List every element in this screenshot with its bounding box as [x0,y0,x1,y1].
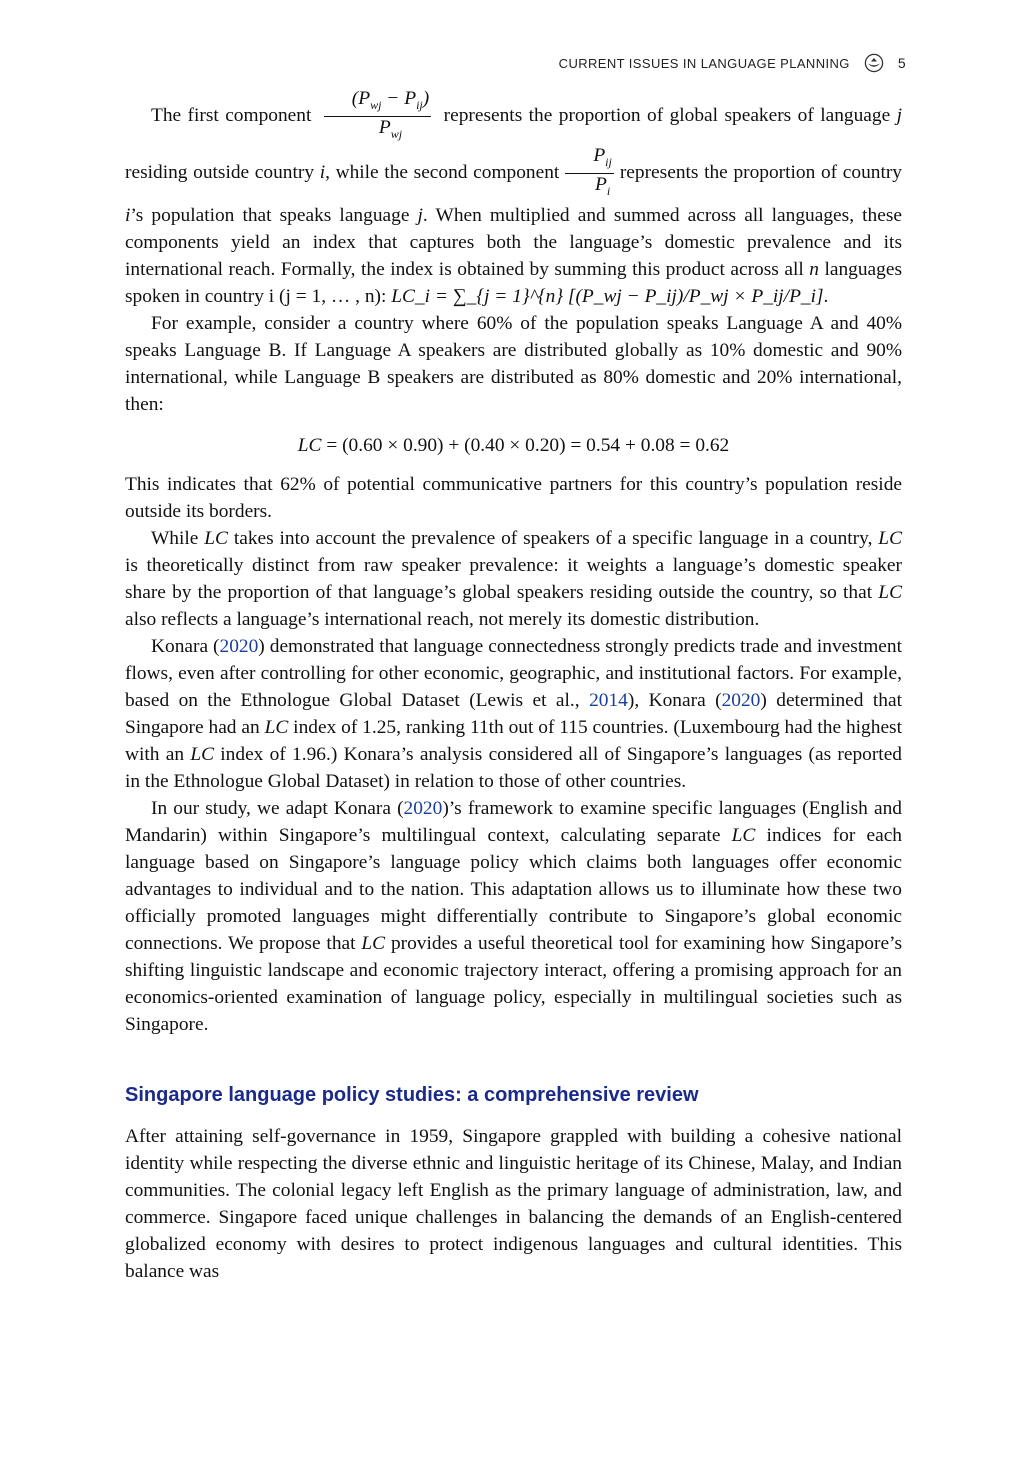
inline-formula: LC_i = ∑_{j = 1}^{n} [(P_wj − P_ij)/P_wj × P_ij/P_i] [391,285,824,307]
paragraph-4: While LC takes into account the prevalence of speakers of a specific language in a country, LC is theoretically distinct from raw speaker prevalence: it weights a language’s domestic speaker share by the proportion of that language’s global speakers residing outside the country, so that LC also reflects a language’s international reach, not merely its domestic distribution. [125,527,902,630]
citation-link-konara-2020[interactable]: 2020 [721,689,761,711]
citation-link-konara-2020[interactable]: 2020 [403,797,443,819]
citation-link-konara-2020[interactable]: 2020 [219,635,259,657]
page-body [125,88,903,1285]
paragraph-5: Konara (2020) demonstrated that language connectedness strongly predicts trade and investment flows, even after controlling for other economic, geographic, and institutional factors. For example, based on the Ethnologue Global Dataset (Lewis et al., 2014), Konara (2020) determined that Singapore had an LC index of 1.25, ranking 11th out of 115 countries. (Luxembourg had the highest with an LC index of 1.96.) Konara’s analysis considered all of Singapore’s languages (as reported in the Ethnologue Global Dataset) in relation to those of other countries. [125,635,903,792]
paragraph-1: The first component $\frac{(P_{wj} - P_{ij})}{P_{wj}}$ represents the proportion of global speakers of language j residing outside country i, while the second component $\frac{P_{ij}}{P_i}$ represents the proportion of country i’s population that speaks language j. When multiplied and summed across all languages, these components yield an index that captures both the language’s domestic prevalence and its international reach. Formally, the index is obtained by summing this product across all n languages spoken in country i (j = 1, … , n): LC_i = ∑_{j = 1}^{n} [(P_wj − P_ij)/P_wj × P_ij/P_i]. [125,88,902,307]
running-header [552,52,906,74]
display-equation: LC = (0.60 × 0.90) + (0.40 × 0.20) = 0.54 + 0.08 = 0.62 [297,434,730,456]
paragraph-7: After attaining self-governance in 1959, Singapore grappled with building a cohesive national identity while respecting the diverse ethnic and linguistic heritage of its Chinese, Malay, and Indian communities. The colonial legacy left English as the primary language of administration, law, and commerce. Singapore faced unique challenges in balancing the demands of an English-centered globalized economy with desires to protect indigenous languages and cultural identities. This balance was [125,1125,902,1282]
crossref-icon[interactable] [864,53,884,73]
paragraph-6: In our study, we adapt Konara (2020)’s framework to examine specific languages (English and Mandarin) within Singapore’s multilingual context, calculating separate LC indices for each language based on Singapore’s language policy which claims both languages offer economic advantages to individual and to the nation. This adaptation allows us to illuminate how these two officially promoted languages might differentially contribute to Singapore’s global economic connections. We propose that LC provides a useful theoretical tool for examining how Singapore’s shifting linguistic landscape and economic trajectory interact, offering a promising approach for an economics-oriented examination of language policy, especially in multilingual societies such as Singapore. [125,797,903,1035]
citation-link-lewis-2014[interactable]: 2014 [589,689,628,711]
fraction-domestic-share: $\frac{P_{ij}}{P_i}$ [565,145,614,202]
fraction-global-outside: $\frac{(P_{wj} - P_{ij})}{P_{wj}}$ [324,88,431,145]
section-heading: Singapore language policy studies: a comprehensive review [125,1083,699,1106]
paragraph-2: For example, consider a country where 60% of the population speaks Language A and 40% speaks Language B. If Language A speakers are distributed globally as 10% domestic and 90% international, while Language B speakers are distributed as 80% domestic and 20% international, then: [125,312,902,415]
paragraph-3: This indicates that 62% of potential communicative partners for this country’s population reside outside its borders. [125,473,902,522]
journal-title: CURRENT ISSUES IN LANGUAGE PLANNING [558,55,850,71]
page-number: 5 [897,55,906,71]
